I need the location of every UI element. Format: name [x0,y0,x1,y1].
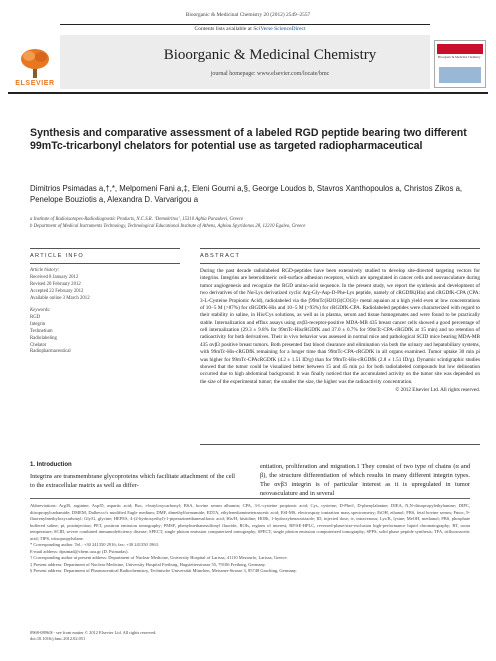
article-info [30,268,170,356]
abstract-rule-top [200,248,480,249]
footnotes [30,503,470,575]
journal-cover-thumbnail [434,40,486,88]
contents-line [90,26,410,32]
abstract-body [200,268,480,394]
elsevier-logo [10,37,60,87]
masthead-rule [8,92,488,94]
article-title: Synthesis and comparative assessment of a labeled RGD peptide bearing two different 99mTc-tricarbonyl chelators for potential use as targeted radiopharmaceutical [30,127,467,153]
journal-reference: Bioorganic & Medicinal Chemistry 20 (2012) 2549–2557 [185,12,311,18]
abstract-heading: ABSTRACT [200,253,241,259]
abstract-rule-bottom [200,263,480,264]
history-received: Received 8 January 2012 [30,274,79,280]
journal-title: Bioorganic & Medicinal Chemistry [163,47,377,63]
section-heading-introduction: 1. Introduction [30,462,72,468]
affiliation-a: a Institute of Radioisotopes-Radiodiagnostic Products, N.C.S.R. ‘Demokritos’, 15310 Aghia Paraskevi, Greece [30,217,244,222]
history-accepted: Accepted 22 February 2012 [30,288,84,294]
corresponding-author: * Corresponding author. Tel.: +30 241350 2916; fax: +30 241350 1863. [30,542,160,548]
doi-link[interactable]: doi:10.1016/j.bmc.2012.02.051 [30,636,86,642]
issn-doi [30,630,330,643]
cover-band [437,44,483,54]
present-address: † Corresponding author at present address: Department of Nuclear Medicine, University Hospital of Larissa, 41110 Mezourlo, Larissa, Greece. [30,555,288,561]
cover-image [439,67,481,83]
history-label: Article history: [30,268,60,273]
affiliations [30,216,470,230]
history-revised: Revised 20 February 2012 [30,281,81,287]
journal-homepage[interactable]: journal homepage: www.elsevier.com/locate/bmc [210,71,330,77]
abstract-rule-end [200,444,480,445]
issn-line: 0968-0896/$ - see front matter © 2012 Elsevier Ltd. All rights reserved. [30,630,157,635]
abstract-text: During the past decade radiolabeled RGD-peptides have been extensively studied to develop site-directed targeting vectors for integrins. Integrins are heterodimeric cell-surface adhesion receptors, which are upregulated in cancer cells and neovasculature during tumor angiogenesis and recognize the RGD amino-acid sequence. In the present study, we report the synthesis and development of two derivatives of the Nα-Lys derivatized cyclic Arg-Gly-Asp-D-Phe-Lys peptide, namely of cRGDfK(His) and cRGDfK-CPA (CPA: 3-L-Cysteine Propionic Acid), radiolabeled via the [99mTc(H2O)3(CO)3]+ metal aquaion at a high yield even at low concentrations of 10−5 M (>87%) for cRGDfK-His and 10−5 M (>93%) for cRGDfK-CPA. Radiolabeled peptides were characterized with regard to their stability in saline, in His/Cys solutions, as well as in plasma, serum and tissue homogenates and were found to be practically stable. Internalization and efflux assays using αvβ3-receptor-positive MDA-MB 435 breast cancer cells showed a good percentage of cell internalization (29.3 ± 9.8% for 99mTc-HiscRGDfK and 37.0 ± 0.7% for 99mTc-CPA-cRGDfK at 15 min) and no retention of radioactivity for both derivatives. Their in vivo behavior was assessed in normal mice and pathological SCID mice bearing MDA-MB 435 αvβ3 positive breast tumors. Both presented fast blood clearance and elimination via both the urinary and hepatobiliary systems, with 99mTc-His-cRGDfK remaining for a longer time than 99mTc-CPA-cRGDfK in all organs examined. Tumor uptake 30 min pi was higher for 99mTc-CPAcRGDfK (4.2 ± 1.51 ID/g) than for 99mTc-His-cRGDfK (2.8 ± 1.51 ID/g). Dynamic scintigraphic studies showed that the tumor could be visualized better between 15 and 45 min p.i for both radiolabeled compounds but low delineation occurred due to high abdominal background. It was finally noticed that the accumulated activity on the tumor site was depended on the size of the experimental tumor; the smaller the size, the higher was the radioactivity concentration. [200,268,480,385]
footnote-rule [30,498,470,499]
keyword: Technetium [30,328,53,334]
info-rule-bottom [30,263,180,264]
keyword: Radiolabeling [30,335,57,341]
header-rule [60,24,430,25]
intro-right-column: entiation, proliferation and migration.1 They consist of two type of chains (α and β), the structure differentiation of which results in many different integrin types. The αvβ3 integrin is of particular interest as it is upregulated in tumor neovasculature and in several [260,463,470,498]
sciencedirect-link[interactable]: SciVerse ScienceDirect [253,26,306,32]
article-info-heading: ARTICLE INFO [30,253,85,259]
abbreviations: Abbreviations: Arg/R, arginine; Asp/D, aspartic acid; Boc, t-butyloxycarbonyl; BSA, bovine serum albumin; CPA, 3-L-cysteine propionic acid; Cys, cysteine; D-Phe/f, D-phenylalanine; DIEA, N,N-diisopropylethylamine; DIPC, diisopropylcarbamide; DMEM, Dulbecco's modified Eagle medium; DMF, dimethylformamide; EDTA, ethylenediaminetetraacetic acid; ESI-MS, electrospray ionization mass spectrometry; EtOH, ethanol; FBS, fetal bovine serum; Fmoc, 9-fluorenylmethyloxycarbonyl; Gly/G, glycine; HEPES, 4-(2-hydroxyethyl)-1-piperazineethanesulfonic acid; His/H, histidine; HOBt, 1-hydroxybenzotriazole; ID, injected dose; iv, intravenous; Lys/K, lysine; MeOH, methanol; PBS, phosphate buffered saline; pi, postinjection; PET, positron emission tomography; PMSF, phenylmethanesulfonyl fluoride; ROIs, regions of interest; RP/SE-HPLC, reversed-phase/size-exclusion high-performance liquid chromatography; RT, room temperature; SCID, severe combined immunodeficiency disease; SPECT, single photon emission computerized tomography; SPECT, single photon emission computerized tomography; SPPS, solid phase peptide synthesis; TFA, trifluoroacetic acid; TIPS, triisopropylsilane. [30,503,470,541]
keywords-label: Keywords: [30,307,51,313]
keyword: Integrin [30,321,46,327]
intro-left-column: Integrins are transmembrane glycoproteins which facilitate attachment of the cell to the extracellular matrix as well as differ- [30,473,235,490]
tree-icon [19,48,51,78]
publisher-logo-text: ELSEVIER [15,80,55,87]
author-list: Dimitrios Psimadas a,†,*, Melpomeni Fani a,‡, Eleni Gourni a,§, George Loudos b, Stavros Xanthopoulos a, Christos Zikos a, Penelope Bouziotis a, Alexandra D. Varvarigou a [30,184,463,204]
info-rule-top [30,248,180,249]
cover-title: Bioorganic & Medicinal Chemistry [438,55,481,59]
keyword: Radiopharmaceutical [30,349,71,355]
email-address[interactable]: E-mail address: dpsimad@chem.uoa.gr (D. Psimadas). [30,548,129,554]
keyword: RGD [30,314,41,320]
affiliation-b: b Department of Medical Instruments Technology, Technological Educational Institute of Athens, Aghiou Spyridonos 28, 12210 Egaleo, Greece [30,224,306,230]
keyword: Chelator [30,342,47,348]
copyright: © 2012 Elsevier Ltd. All rights reserved. [395,387,480,393]
history-online: Available online 3 March 2012 [30,295,90,301]
present-address: § Present address: Department of Pharmaceutical Radiochemistry, Technische Universität München, Meissner-Strasse 3, 85748 Garching, Germany. [30,568,297,574]
present-address: ‡ Present address: Department of Nuclear Medicine, University Hospital Freiburg, Hugstetterstrasse 55, 79106 Freiburg, Germany. [30,561,266,567]
contents-prefix: Contents lists available at [194,26,254,32]
